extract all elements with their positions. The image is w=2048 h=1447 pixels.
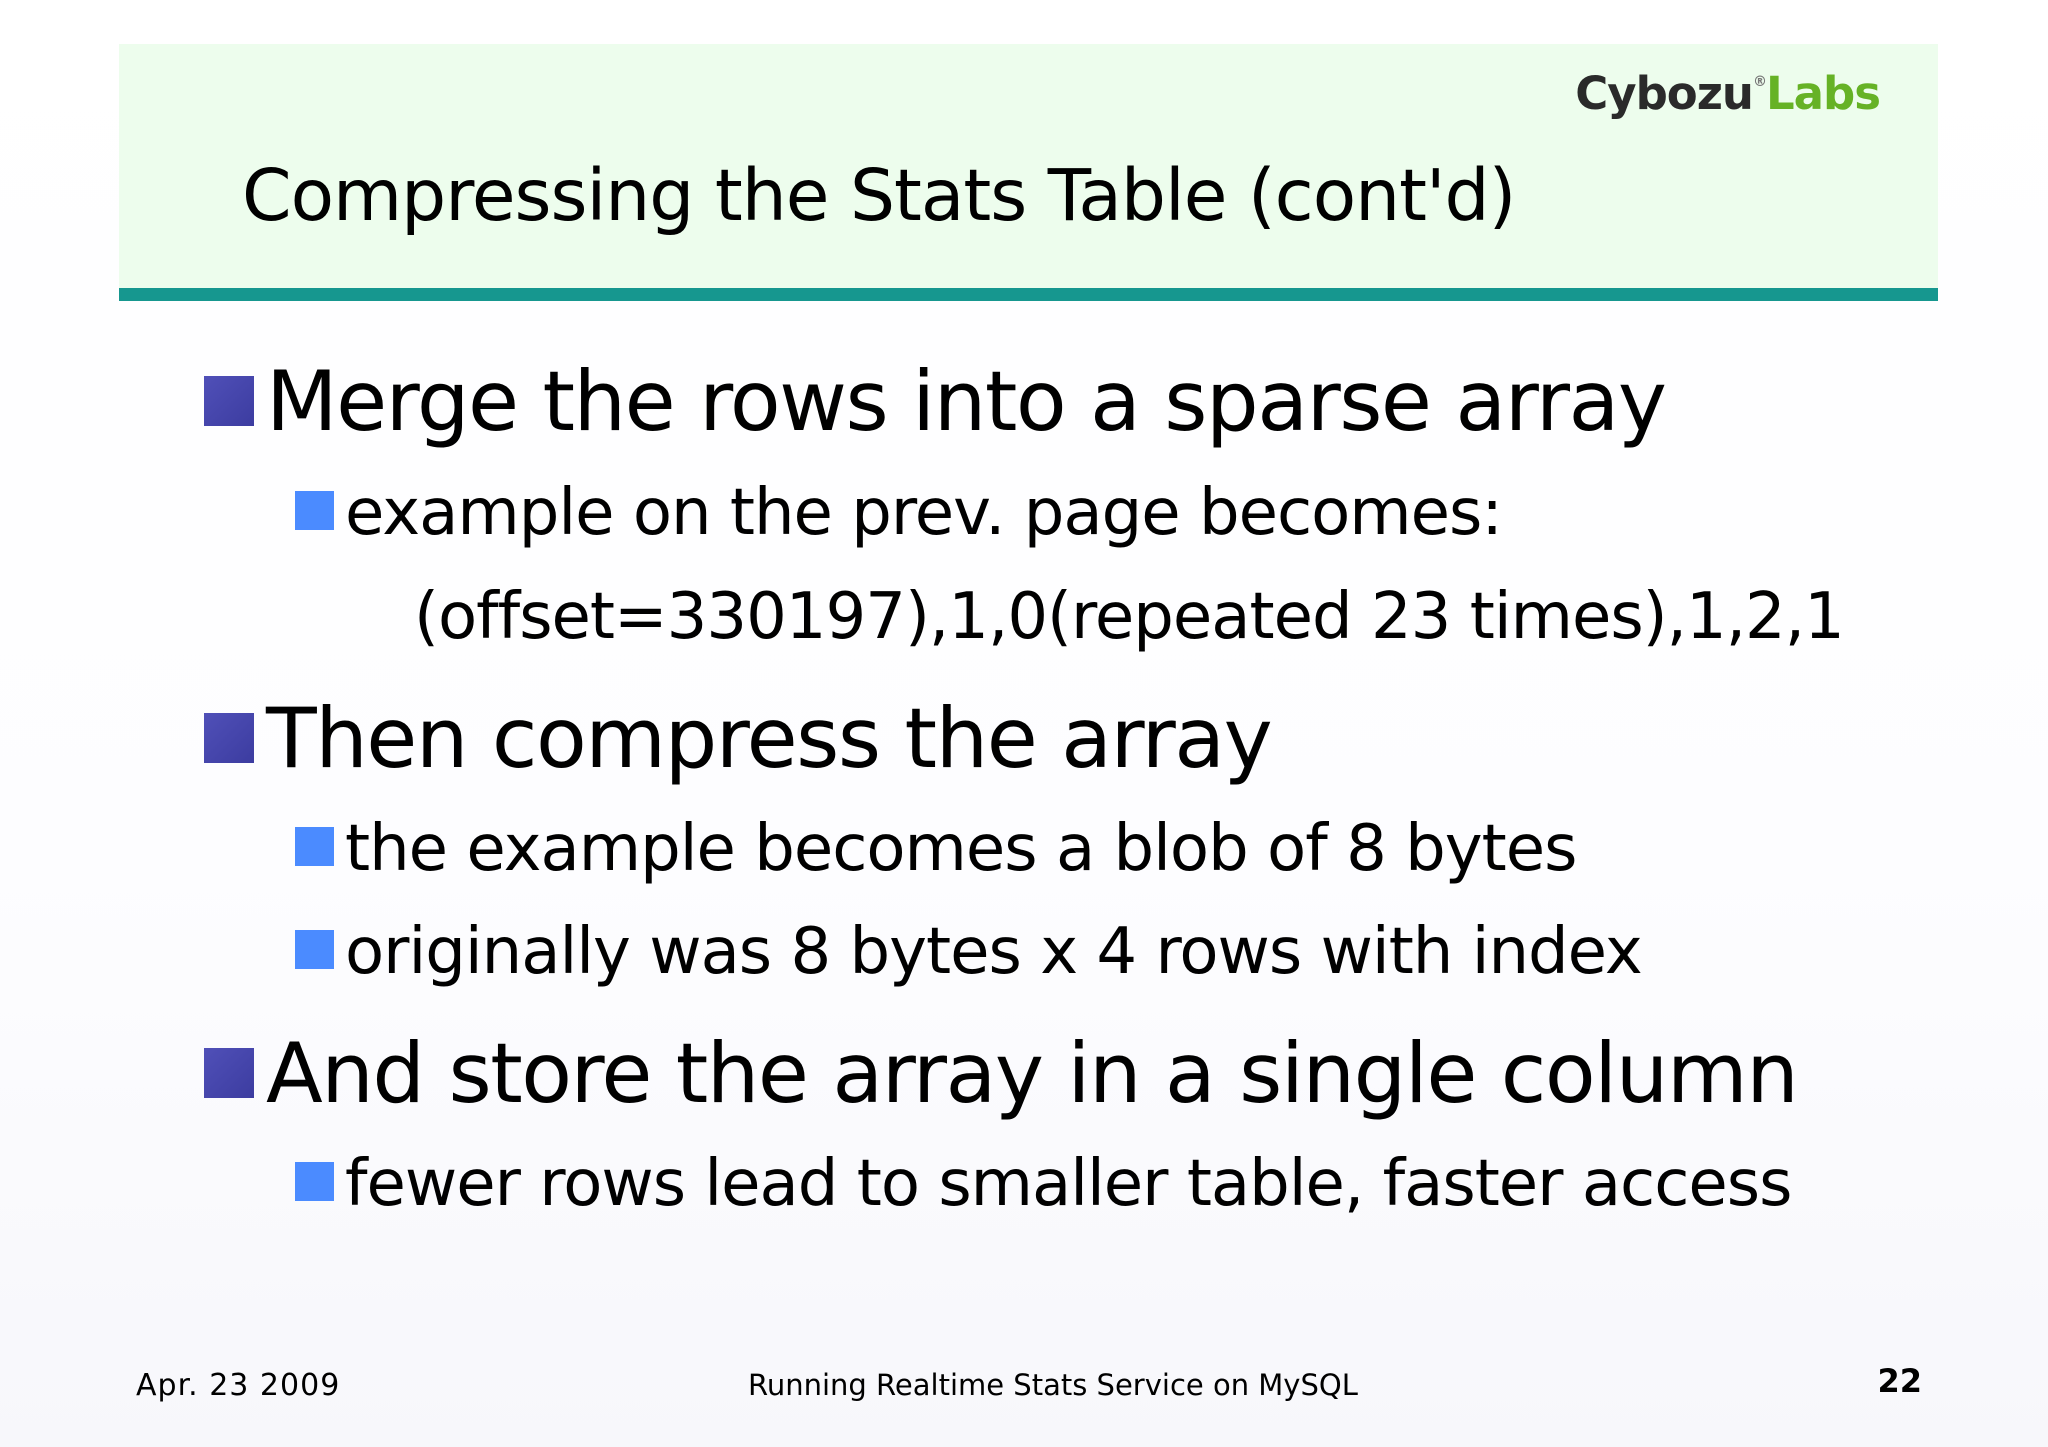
bullet-text: example on the prev. page becomes: [345, 476, 1502, 550]
bullet-text: Merge the rows into a sparse array [266, 353, 1666, 450]
logo-text-accent: Labs [1765, 67, 1880, 120]
footer-presentation-title: Running Realtime Stats Service on MySQL [748, 1368, 1358, 1402]
bullet-square-icon [295, 827, 334, 866]
bullet-level1 [204, 690, 1272, 787]
bullet-text: (offset=330197),1,0(repeated 23 times),1,2,1 [414, 580, 1844, 654]
bullet-text: fewer rows lead to smaller table, faster access [345, 1147, 1792, 1221]
bullet-level2 [295, 1147, 1792, 1221]
bullet-text: originally was 8 bytes x 4 rows with index [345, 915, 1642, 989]
logo-text-main: Cybozu [1575, 67, 1753, 120]
footer-date: Apr. 23 2009 [136, 1368, 341, 1403]
slide-title: Compressing the Stats Table (cont'd) [242, 154, 1516, 237]
bullet-text: the example becomes a blob of 8 bytes [345, 812, 1577, 886]
bullet-square-icon [295, 930, 334, 969]
bullet-level1 [204, 1025, 1798, 1122]
bullet-level2 [295, 915, 1642, 989]
bullet-square-icon [204, 376, 254, 426]
logo-registered-mark: ® [1752, 74, 1766, 90]
bullet-text: And store the array in a single column [266, 1025, 1798, 1122]
bullet-square-icon [295, 1162, 334, 1201]
bullet-text: Then compress the array [266, 690, 1272, 787]
company-logo [1575, 67, 1880, 120]
bullet-square-icon [204, 713, 254, 763]
header-divider [119, 288, 1938, 301]
bullet-level2 [295, 476, 1502, 550]
bullet-level2 [295, 812, 1577, 886]
page-number: 22 [1877, 1362, 1922, 1400]
bullet-level1 [204, 353, 1666, 450]
bullet-square-icon [204, 1048, 254, 1098]
bullet-continuation [414, 580, 1844, 654]
bullet-square-icon [295, 491, 334, 530]
